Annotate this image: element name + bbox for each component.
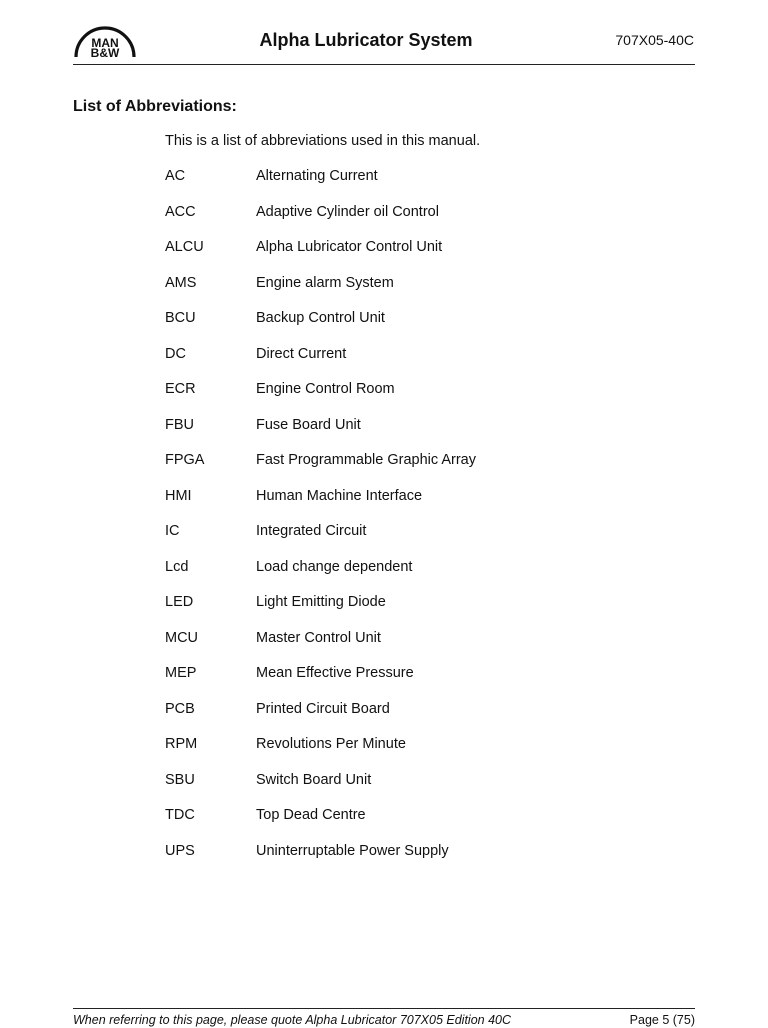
abbreviation-code: PCB — [165, 700, 195, 717]
abbreviation-row — [165, 558, 665, 594]
abbreviation-meaning: Human Machine Interface — [256, 487, 423, 504]
abbreviation-code: ECR — [165, 381, 196, 397]
abbreviation-meaning: Switch Board Unit — [256, 771, 372, 788]
abbreviation-meaning: Printed Circuit Board — [256, 700, 390, 717]
section-heading: List of Abbreviations: — [73, 98, 237, 115]
abbreviation-code: LED — [165, 594, 194, 610]
abbreviation-code: IC — [165, 523, 180, 539]
abbreviation-list — [165, 167, 665, 877]
abbreviation-row — [165, 274, 665, 310]
abbreviation-row — [165, 771, 665, 807]
footer-reference-note: When referring to this page, please quote Alpha Lubricator 707X05 Edition 40C — [73, 1013, 512, 1027]
abbreviation-meaning: Engine alarm System — [256, 274, 394, 291]
document-number: 707X05-40C — [615, 32, 694, 48]
abbreviation-meaning: Adaptive Cylinder oil Control — [256, 203, 439, 220]
abbreviation-code: AC — [165, 168, 186, 184]
abbreviation-meaning: Fuse Board Unit — [256, 416, 361, 433]
abbreviation-code: ACC — [165, 203, 196, 220]
abbreviation-row — [165, 203, 665, 239]
abbreviation-code: FBU — [165, 416, 194, 433]
abbreviation-meaning: Engine Control Room — [256, 381, 395, 397]
man-bw-logo — [73, 23, 137, 59]
abbreviation-row — [165, 345, 665, 381]
abbreviation-row — [165, 380, 665, 416]
abbreviation-code: DC — [165, 345, 186, 362]
abbreviation-meaning: Load change dependent — [256, 558, 413, 575]
abbreviation-code: BCU — [165, 310, 196, 326]
abbreviation-code: MCU — [165, 629, 199, 646]
abbreviation-row — [165, 451, 665, 487]
abbreviation-code: Lcd — [165, 558, 189, 575]
abbreviation-row — [165, 700, 665, 736]
abbreviation-meaning: Integrated Circuit — [256, 523, 367, 539]
abbreviation-row — [165, 629, 665, 665]
abbreviation-meaning: Master Control Unit — [256, 629, 381, 646]
abbreviation-row — [165, 842, 665, 878]
abbreviation-meaning: Direct Current — [256, 345, 347, 362]
abbreviation-code: SBU — [165, 771, 195, 788]
abbreviation-code: UPS — [165, 842, 195, 859]
intro-text: This is a list of abbreviations used in this manual. — [165, 133, 481, 149]
abbreviation-row — [165, 416, 665, 452]
abbreviation-code: MEP — [165, 665, 197, 681]
page-number: Page 5 (75) — [629, 1013, 695, 1027]
abbreviation-meaning: Light Emitting Diode — [256, 594, 386, 610]
abbreviation-meaning: Mean Effective Pressure — [256, 665, 414, 681]
abbreviation-code: FPGA — [165, 452, 205, 468]
abbreviation-meaning: Revolutions Per Minute — [256, 736, 406, 752]
abbreviation-meaning: Fast Programmable Graphic Array — [256, 452, 476, 468]
abbreviation-row — [165, 167, 665, 203]
abbreviation-row — [165, 735, 665, 771]
svg-text:B&W: B&W — [90, 46, 120, 59]
abbreviation-code: RPM — [165, 736, 198, 752]
document-title: Alpha Lubricator System — [259, 30, 473, 50]
abbreviation-code: AMS — [165, 274, 197, 291]
abbreviation-meaning: Alternating Current — [256, 168, 378, 184]
abbreviation-code: TDC — [165, 807, 195, 823]
abbreviation-meaning: Uninterruptable Power Supply — [256, 842, 449, 859]
abbreviation-row — [165, 309, 665, 345]
abbreviation-meaning: Top Dead Centre — [256, 807, 366, 823]
abbreviation-code: HMI — [165, 487, 192, 504]
svg-text:MAN: MAN — [91, 36, 119, 50]
abbreviation-row — [165, 522, 665, 558]
abbreviation-code: ALCU — [165, 239, 204, 255]
abbreviation-meaning: Backup Control Unit — [256, 310, 385, 326]
abbreviation-meaning: Alpha Lubricator Control Unit — [256, 239, 443, 255]
abbreviation-row — [165, 806, 665, 842]
abbreviation-row — [165, 664, 665, 700]
abbreviation-row — [165, 238, 665, 274]
footer-divider — [73, 1008, 695, 1009]
abbreviation-row — [165, 487, 665, 523]
header-divider — [73, 64, 695, 65]
abbreviation-row — [165, 593, 665, 629]
